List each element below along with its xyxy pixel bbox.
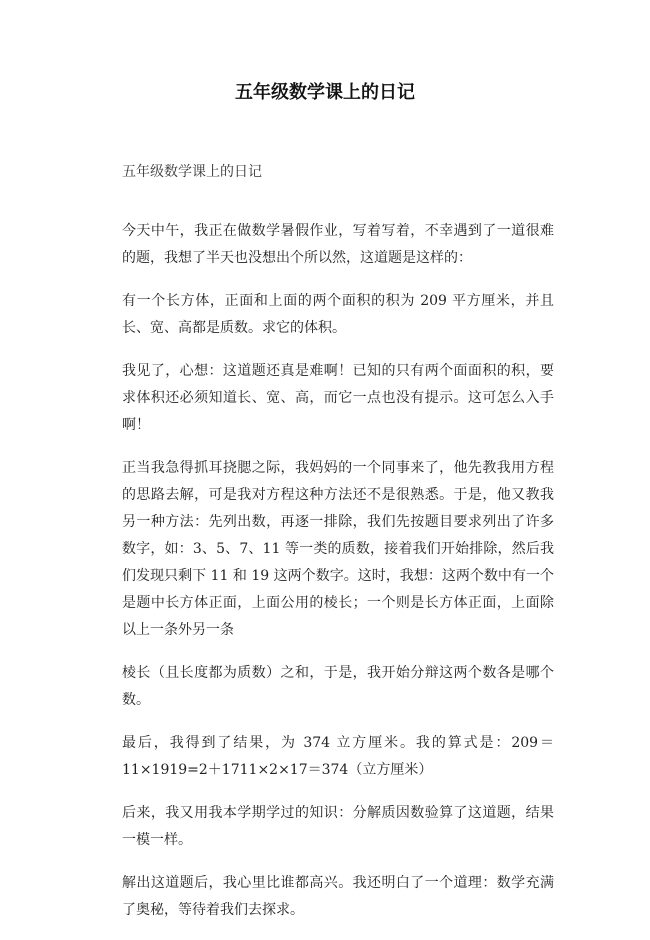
paragraph: 今天中午，我正在做数学暑假作业，写着写着，不幸遇到了一道很难的题，我想了半天也没想出个所以然，这道题是这样的： [122, 223, 554, 266]
document-subtitle: 五年级数学课上的日记 [122, 164, 262, 180]
document-body [122, 218, 554, 940]
paragraph: 有一个长方体，正面和上面的两个面积的积为 209 平方厘米，并且长、宽、高都是质数。求它的体积。 [122, 293, 554, 336]
document-title: 五年级数学课上的日记 [235, 82, 415, 103]
paragraph: 我见了，心想：这道题还真是难啊！已知的只有两个面面积的积，要求体积还必须知道长、宽、高，而它一点也没有提示。这可怎么入手啊！ [122, 363, 554, 433]
paragraph: 棱长（且长度都为质数）之和，于是，我开始分辩这两个数各是哪个数。 [122, 665, 554, 708]
paragraph: 后来，我又用我本学期学过的知识：分解质因数验算了这道题，结果一模一样。 [122, 805, 554, 848]
paragraph: 最后，我得到了结果，为 374 立方厘米。我的算式是：209＝11×1919=2＋1711×2×17＝374（立方厘米） [122, 735, 554, 778]
paragraph: 解出这道题后，我心里比谁都高兴。我还明白了一个道理：数学充满了奥秘，等待着我们去探求。 [122, 875, 554, 918]
paragraph: 正当我急得抓耳挠腮之际，我妈妈的一个同事来了，他先教我用方程的思路去解，可是我对方程这种方法还不是很熟悉。于是，他又教我另一种方法：先列出数，再逐一排除，我们先按题目要求列出了许多数字，如：3、5、7、11 等一类的质数，接着我们开始排除，然后我们发现只剩下 11 和 19 这两个数字。这时，我想：这两个数中有一个是题中长方体正面，上面公用的棱长；一个则是长方体正面，上面除以上一条外另一条 [122, 460, 554, 638]
